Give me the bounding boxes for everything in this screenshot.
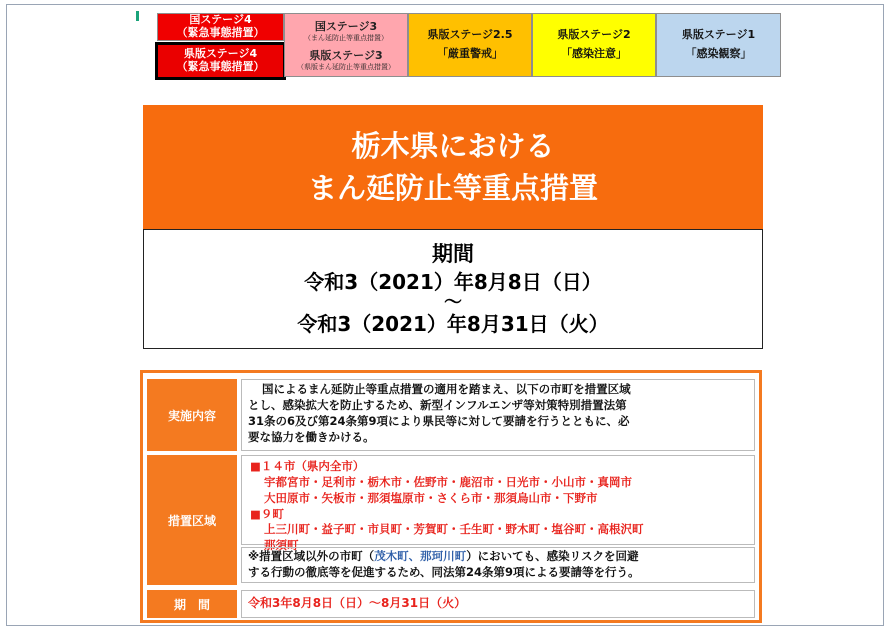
note-middle: ）においても、感染リスクを回避 [466,549,639,563]
stage-pref-1 [656,13,781,77]
towns-heading: ■９町 [250,506,284,521]
period-end: 令和3（2021）年8月31日（火） [297,311,609,336]
stage-pref-3-desc: （県版まん延防止等重点措置） [297,62,395,71]
implementation-label: 実施内容 [147,379,237,451]
implementation-text [241,379,755,451]
title-line-1: 栃木県における [351,128,555,163]
detail-box [140,370,762,623]
stage-national-3-desc: （まん延防止等重点措置） [304,33,388,42]
towns-line: 那須町 [264,538,299,553]
implementation-line: とし、感染拡大を防止するため、新型インフルエンザ等対策特別措置法第 [248,397,627,412]
stage-pref-4-desc: （緊急事態措置） [176,60,265,73]
cities-line: 宇都宮市・足利市・栃木市・佐野市・鹿沼市・日光市・小山市・真岡市 [264,474,632,489]
note-prefix: ※措置区域以外の市町（ [248,549,375,563]
stage-3-cell [284,13,408,77]
stage-pref-2 [532,13,656,77]
stage-pref-2-name: 県版ステージ2 [557,28,631,42]
towns-line: 上三川町・益子町・市貝町・芳賀町・壬生町・野木町・塩谷町・高根沢町 [264,522,644,537]
period-row-value: 令和3年8月8日（日）〜8月31日（火） [241,590,755,618]
stage-pref-1-name: 県版ステージ1 [681,28,756,42]
implementation-line: 31条の6及び第24条第9項により県民等に対して要請を行うとともに、必 [248,413,630,428]
note-line-1 [248,549,748,565]
implementation-line: 国によるまん延防止等重点措置の適用を踏まえ、以下の市町を措置区域 [262,382,631,396]
stage-pref-4-name: 県版ステージ4 [183,47,258,61]
page-title [143,105,763,229]
period-label: 期間 [432,242,474,267]
period-box [143,229,763,349]
stage-pref-25 [408,13,532,77]
stage-national-4-name: 国ステージ4 [189,13,252,27]
implementation-line: 要な協力を働きかける。 [248,429,375,444]
note-towns: 茂木町、那珂川町 [374,549,467,563]
stage-pref-25-name: 県版ステージ2.5 [427,28,513,42]
area-label: 措置区域 [147,455,237,585]
period-row-label: 期 間 [147,590,237,618]
area-list [241,455,755,553]
stage-pref-1-desc: 「感染観察」 [685,47,752,60]
area-note [241,547,755,583]
cities-line: 大田原市・矢板市・那須塩原市・さくら市・那須烏山市・下野市 [264,490,598,505]
stage-national-4 [157,13,284,41]
title-line-2: まん延防止等重点措置 [307,171,598,205]
green-marker [136,11,139,21]
stage-national-4-desc: （緊急事態措置） [176,26,265,39]
stage-pref-4 [155,42,286,80]
stage-pref-3-name: 県版ステージ3 [309,49,383,62]
period-tilde: 〜 [444,291,462,313]
note-line-2: する行動の徹底等を促進するため、同法第24条第9項による要請等を行う。 [248,564,640,579]
period-start: 令和3（2021）年8月8日（日） [304,269,602,294]
stage-pref-25-desc: 「厳重警戒」 [437,47,503,60]
stage-pref-2-desc: 「感染注意」 [561,47,627,60]
area-content [241,455,755,585]
cities-heading: ■１４市（県内全市） [250,459,365,473]
stage-national-3-name: 国ステージ3 [314,20,378,34]
